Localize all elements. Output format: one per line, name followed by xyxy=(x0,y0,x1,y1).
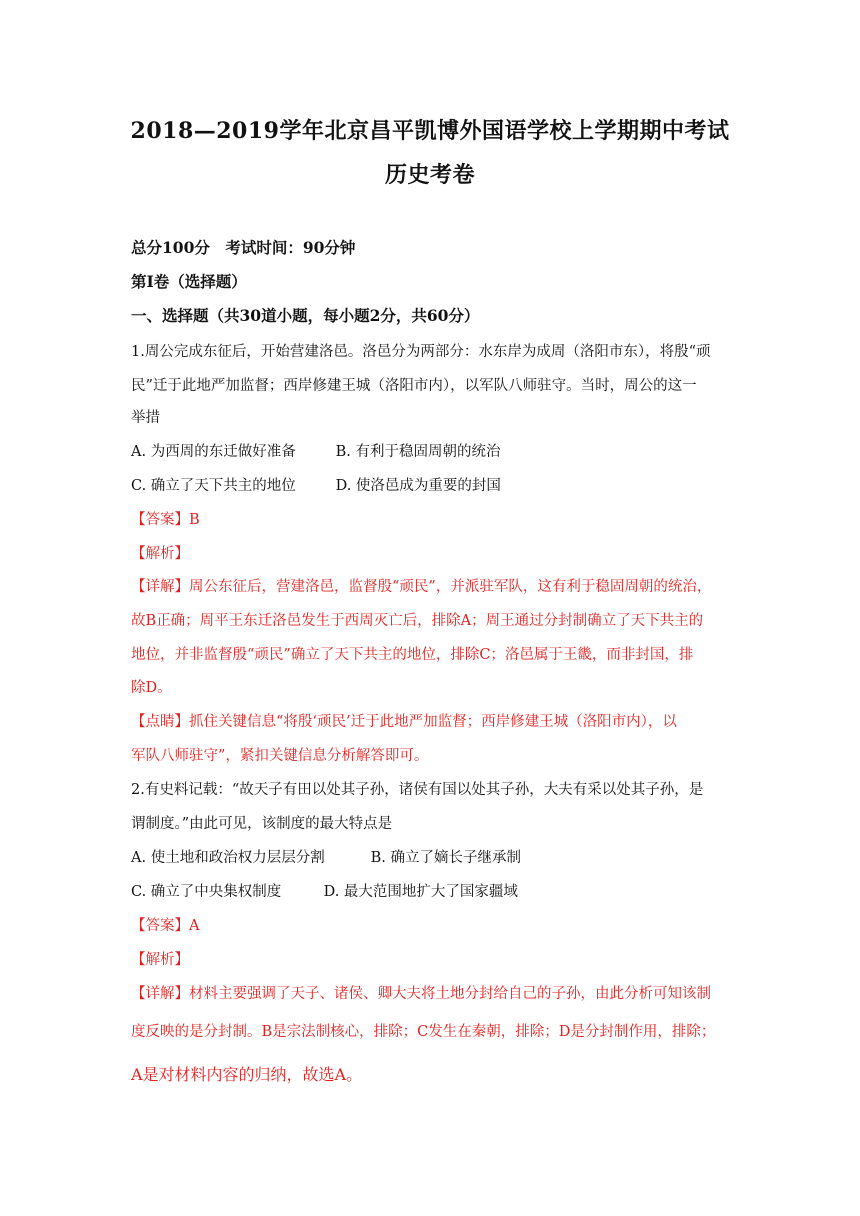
q2-option-d: D. 最大范围地扩大了国家疆域 xyxy=(323,884,518,900)
q2-answer: 【答案】A xyxy=(131,918,200,934)
q2-analysis-label: 【解析】 xyxy=(131,952,189,968)
q1-detail-line: 地位，并非监督殷“顽民”确立了天下共主的地位，排除C；洛邑属于王畿，而非封国，排 xyxy=(131,647,694,663)
q1-options-row xyxy=(131,440,731,461)
q1-option-c: C. 确立了天下共主的地位 xyxy=(131,478,296,494)
q1-tip-line: 【点睛】抓住关键信息“将殷‘顽民’迁于此地严加监督；西岸修建王城（洛阳市内），以 xyxy=(131,714,677,730)
exam-subtitle: 历史考卷 xyxy=(384,162,475,188)
exam-meta: 总分100分 考试时间：90分钟 xyxy=(131,238,356,257)
part-heading: 一、选择题（共30道小题，每小题2分，共60分） xyxy=(131,306,480,325)
q1-detail-line: 除D。 xyxy=(131,680,172,696)
q1-detail-line: 【详解】周公东征后，营建洛邑，监督殷“顽民”，并派驻军队，这有利于稳固周朝的统治， xyxy=(131,579,712,595)
q1-stem-line: 1.周公完成东征后，开始营建洛邑。洛邑分为两部分：水东岸为成周（洛阳市东），将殷“顽 xyxy=(131,344,711,360)
section-heading: 第Ⅰ卷（选择题） xyxy=(131,272,247,291)
q1-option-d: D. 使洛邑成为重要的封国 xyxy=(335,478,501,494)
q1-stem-line: 民”迁于此地严加监督；西岸修建王城（洛阳市内），以军队八师驻守。当时，周公的这一 xyxy=(131,378,697,394)
q1-analysis-label: 【解析】 xyxy=(131,546,189,562)
q2-option-b: B. 确立了嫡长子继承制 xyxy=(370,850,521,866)
q2-detail-line: 度反映的是分封制。B是宗法制核心，排除；C发生在秦朝，排除；D是分封制作用，排除； xyxy=(131,1024,716,1040)
q2-detail-line: A是对材料内容的归纳，故选A。 xyxy=(131,1065,363,1084)
q1-options-row xyxy=(131,474,731,495)
q2-option-a: A. 使土地和政治权力层层分割 xyxy=(131,850,325,866)
q1-detail-line: 故B正确；周平王东迁洛邑发生于西周灭亡后，排除A；周王通过分封制确立了天下共主的 xyxy=(131,613,704,629)
exam-title: 2018—2019学年北京昌平凯博外国语学校上学期期中考试 xyxy=(130,118,730,144)
q1-tip-line: 军队八师驻守”，紧扣关键信息分析解答即可。 xyxy=(131,748,429,764)
q2-detail-line: 【详解】材料主要强调了天子、诸侯、卿大夫将土地分封给自己的子孙，由此分析可知该制 xyxy=(131,986,711,1002)
q2-options-row xyxy=(131,880,731,901)
q2-option-c: C. 确立了中央集权制度 xyxy=(131,884,282,900)
q1-answer: 【答案】B xyxy=(131,512,200,528)
q1-stem-line: 举措 xyxy=(131,410,160,426)
q2-options-row xyxy=(131,846,731,867)
q1-option-b: B. 有利于稳固周朝的统治 xyxy=(335,444,501,460)
q2-stem-line: 2.有史料记载：“故天子有田以处其子孙，诸侯有国以处其子孙，大夫有采以处其子孙，是 xyxy=(131,782,704,798)
q2-stem-line: 谓制度。”由此可见，该制度的最大特点是 xyxy=(131,816,393,832)
q1-option-a: A. 为西周的东迁做好准备 xyxy=(131,444,296,460)
